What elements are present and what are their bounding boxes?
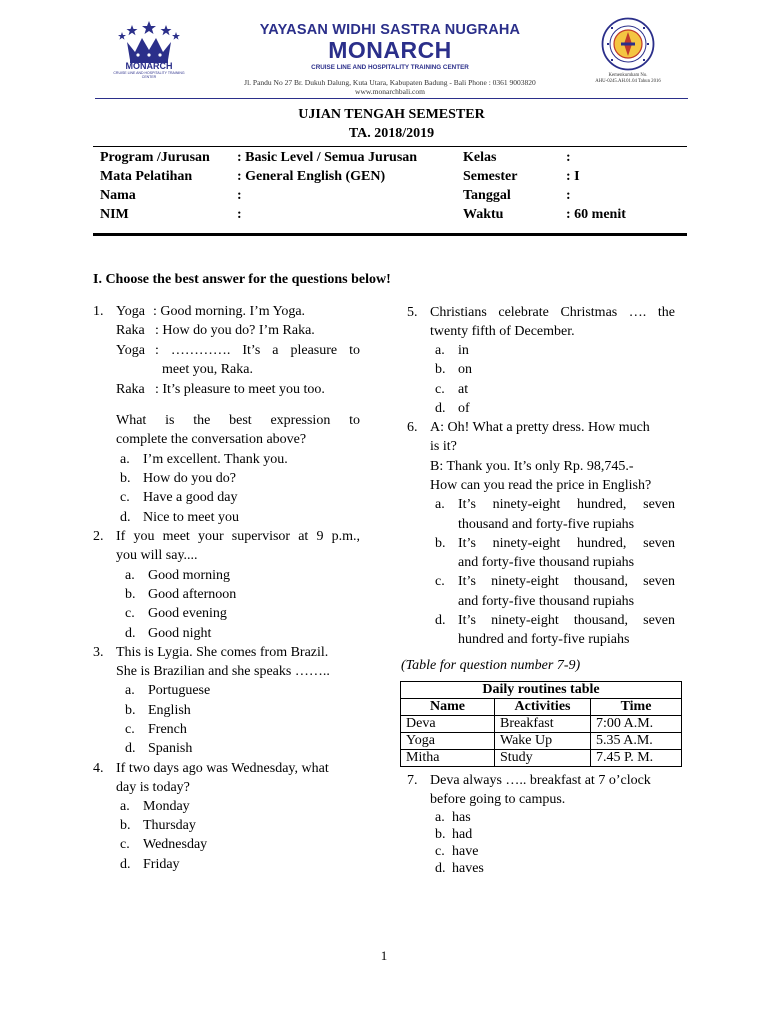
q3-option-c-letter: c. [125, 722, 135, 737]
q1-line-1: : Good morning. I’m Yoga. [153, 304, 306, 319]
q3-option-a[interactable]: Portuguese [148, 683, 211, 698]
q1-speaker-3: Yoga [116, 343, 145, 358]
q1-option-b-letter: b. [120, 471, 131, 486]
info-value-subject: : General English (GEN) [237, 169, 386, 184]
q2-line-2: you will say.... [116, 548, 198, 563]
info-label-kelas: Kelas [463, 150, 497, 165]
q5-line-1: Christians celebrate Christmas …. the [430, 305, 675, 320]
q5-option-a-letter: a. [435, 343, 445, 358]
q7-option-a[interactable]: has [452, 810, 471, 825]
table-row [401, 750, 682, 767]
q1-speaker-1: Yoga [116, 304, 145, 319]
q7-line-2: before going to campus. [430, 792, 566, 807]
q7-number: 7. [407, 773, 418, 788]
info-label-semester: Semester [463, 169, 518, 184]
seal-caption-line-2: AHU-0245.AH.01.04 Tahun 2016 [595, 78, 661, 84]
q5-option-b-letter: b. [435, 362, 446, 377]
info-bottom-rule [93, 233, 687, 236]
table-cell: Yoga [401, 733, 495, 750]
table-header-row [401, 699, 682, 716]
info-value-time: : 60 menit [566, 207, 626, 222]
q7-option-d-letter: d. [435, 861, 446, 876]
q2-option-d[interactable]: Good night [148, 626, 212, 641]
q6-line-4: How can you read the price in English? [430, 478, 652, 493]
q5-option-d[interactable]: of [458, 401, 470, 416]
q6-option-c-cont[interactable]: and forty-five thousand rupiahs [458, 594, 635, 609]
q5-option-c[interactable]: at [458, 382, 469, 397]
q4-option-c[interactable]: Wednesday [143, 837, 208, 852]
q1-option-a-letter: a. [120, 452, 130, 467]
table-cell: 5.35 A.M. [591, 733, 682, 750]
table-cell: Wake Up [495, 733, 591, 750]
q6-line-2: is it? [430, 439, 457, 454]
q3-option-c[interactable]: French [148, 722, 187, 737]
q5-option-c-letter: c. [435, 382, 445, 397]
table-cell: 7.45 P. M. [591, 750, 682, 767]
page-number: 1 [380, 948, 388, 963]
q6-option-b[interactable]: It’s ninety-eight hundred, seven [458, 536, 675, 551]
info-value-program: : Basic Level / Semua Jurusan [237, 150, 418, 165]
exam-title: UJIAN TENGAH SEMESTER [298, 107, 485, 122]
table-cell: Study [495, 750, 591, 767]
q1-option-a[interactable]: I’m excellent. Thank you. [143, 452, 288, 467]
table-cell: Mitha [401, 750, 495, 767]
q3-option-b[interactable]: English [148, 703, 191, 718]
q2-option-b-letter: b. [125, 587, 136, 602]
q5-option-a[interactable]: in [458, 343, 469, 358]
q7-option-b-letter: b. [435, 827, 446, 842]
q1-option-b[interactable]: How do you do? [143, 471, 236, 486]
q6-number: 6. [407, 420, 418, 435]
q6-line-1: A: Oh! What a pretty dress. How much [430, 420, 650, 435]
q2-number: 2. [93, 529, 104, 544]
q2-option-b[interactable]: Good afternoon [148, 587, 237, 602]
q4-option-d-letter: d. [120, 857, 131, 872]
q6-option-a-letter: a. [435, 497, 445, 512]
q5-number: 5. [407, 305, 418, 320]
q1-speaker-4: Raka [116, 382, 145, 397]
q7-option-c-letter: c. [435, 844, 445, 859]
header-divider [95, 98, 688, 99]
q4-line-2: day is today? [116, 780, 190, 795]
q4-option-a-letter: a. [120, 799, 130, 814]
q1-line-4: : It’s pleasure to meet you too. [155, 382, 325, 397]
info-label-time: Waktu [463, 207, 504, 222]
q6-option-c-letter: c. [435, 574, 445, 589]
info-value-nim: : [237, 207, 242, 222]
exam-year: TA. 2018/2019 [348, 126, 435, 141]
q7-option-b[interactable]: had [452, 827, 473, 842]
q5-option-d-letter: d. [435, 401, 446, 416]
q1-option-c[interactable]: Have a good day [143, 490, 238, 505]
info-value-semester: : I [566, 169, 580, 184]
info-top-rule [93, 146, 687, 147]
q2-option-c[interactable]: Good evening [148, 606, 227, 621]
q6-option-d-letter: d. [435, 613, 446, 628]
brand-name: MONARCH [328, 37, 452, 63]
table-row [401, 716, 682, 733]
logo-subcaption: CRUISE LINE AND HOSPITALITY TRAINING CENTER [113, 71, 185, 79]
q6-option-a[interactable]: It’s ninety-eight hundred, seven [458, 497, 675, 512]
info-value-kelas: : [566, 150, 571, 165]
q4-line-1: If two days ago was Wednesday, what [116, 761, 329, 776]
website: www.monarchbali.com [355, 87, 425, 96]
q3-option-d-letter: d. [125, 741, 136, 756]
info-value-date: : [566, 188, 571, 203]
table-cell: Deva [401, 716, 495, 733]
q6-option-b-letter: b. [435, 536, 446, 551]
column-header: Activities [495, 699, 591, 716]
q2-option-a-letter: a. [125, 568, 135, 583]
q7-option-c[interactable]: have [452, 844, 479, 859]
q2-option-a[interactable]: Good morning [148, 568, 231, 583]
q1-speaker-2: Raka [116, 323, 145, 338]
q6-option-d-cont[interactable]: hundred and forty-five rupiahs [458, 632, 630, 647]
daily-routines-table [400, 681, 682, 767]
q3-number: 3. [93, 645, 104, 660]
q1-stem-line-1: What is the best expression to [116, 413, 360, 428]
table-title: Daily routines table [401, 682, 682, 699]
q6-option-d[interactable]: It’s ninety-eight thousand, seven [458, 613, 675, 628]
q4-option-c-letter: c. [120, 837, 130, 852]
section-instruction: I. Choose the best answer for the questions below! [93, 272, 391, 287]
q6-option-a-cont[interactable]: thousand and forty-five rupiahs [458, 517, 635, 532]
table-row [401, 733, 682, 750]
q6-option-c[interactable]: It’s ninety-eight thousand, seven [458, 574, 675, 589]
organization-name: YAYASAN WIDHI SASTRA NUGRAHA [259, 22, 521, 38]
info-label-subject: Mata Pelatihan [100, 169, 193, 184]
table-title-row [401, 682, 682, 699]
table-cell: 7:00 A.M. [591, 716, 682, 733]
q1-option-d[interactable]: Nice to meet you [143, 510, 240, 525]
q4-number: 4. [93, 761, 104, 776]
table-note: (Table for question number 7-9) [401, 658, 581, 673]
tagline: CRUISE LINE AND HOSPITALITY TRAINING CENTER [311, 64, 469, 71]
q5-option-b[interactable]: on [458, 362, 472, 377]
seal-caption-line-1: Kemenkumham No. [608, 73, 648, 78]
info-label-name: Nama [100, 188, 136, 203]
q1-number: 1. [93, 304, 104, 319]
q7-option-a-letter: a. [435, 810, 445, 825]
q1-line-2: : How do you do? I’m Raka. [155, 323, 315, 338]
q6-line-3: B: Thank you. It’s only Rp. 98,745.- [430, 459, 634, 474]
q1-line-3: : …………. It’s a pleasure to [155, 343, 360, 358]
column-header: Time [591, 699, 682, 716]
q3-line-1: This is Lygia. She comes from Brazil. [116, 645, 329, 660]
q2-option-d-letter: d. [125, 626, 136, 641]
q1-line-3-cont: meet you, Raka. [162, 362, 253, 377]
q6-option-b-cont[interactable]: and forty-five thousand rupiahs [458, 555, 635, 570]
info-label-program: Program /Jurusan [100, 150, 210, 165]
q3-option-a-letter: a. [125, 683, 135, 698]
table-cell: Breakfast [495, 716, 591, 733]
column-header: Name [401, 699, 495, 716]
q4-option-d[interactable]: Friday [143, 857, 180, 872]
info-label-date: Tanggal [463, 188, 511, 203]
foundation-seal-icon [601, 17, 655, 71]
q3-option-d[interactable]: Spanish [148, 741, 193, 756]
q3-line-2: She is Brazilian and she speaks …….. [116, 664, 330, 679]
info-label-nim: NIM [100, 207, 129, 222]
q1-option-c-letter: c. [120, 490, 130, 505]
q5-line-2: twenty fifth of December. [430, 324, 575, 339]
address: Jl. Pandu No 27 Br. Dukuh Dalung, Kuta Utara, Kabupaten Badung - Bali Phone : 0361 9003820 [244, 78, 536, 87]
q4-option-b[interactable]: Thursday [143, 818, 196, 833]
info-value-name: : [237, 188, 242, 203]
seal-caption [594, 73, 662, 84]
q2-option-c-letter: c. [125, 606, 135, 621]
q3-option-b-letter: b. [125, 703, 136, 718]
q4-option-a[interactable]: Monday [143, 799, 190, 814]
q1-option-d-letter: d. [120, 510, 131, 525]
logo-caption: MONARCH [125, 61, 173, 71]
q1-stem-line-2: complete the conversation above? [116, 432, 307, 447]
q7-option-d[interactable]: haves [452, 861, 484, 876]
q2-line-1: If you meet your supervisor at 9 p.m., [116, 529, 360, 544]
q4-option-b-letter: b. [120, 818, 131, 833]
q7-line-1: Deva always ….. breakfast at 7 o’clock [430, 773, 651, 788]
